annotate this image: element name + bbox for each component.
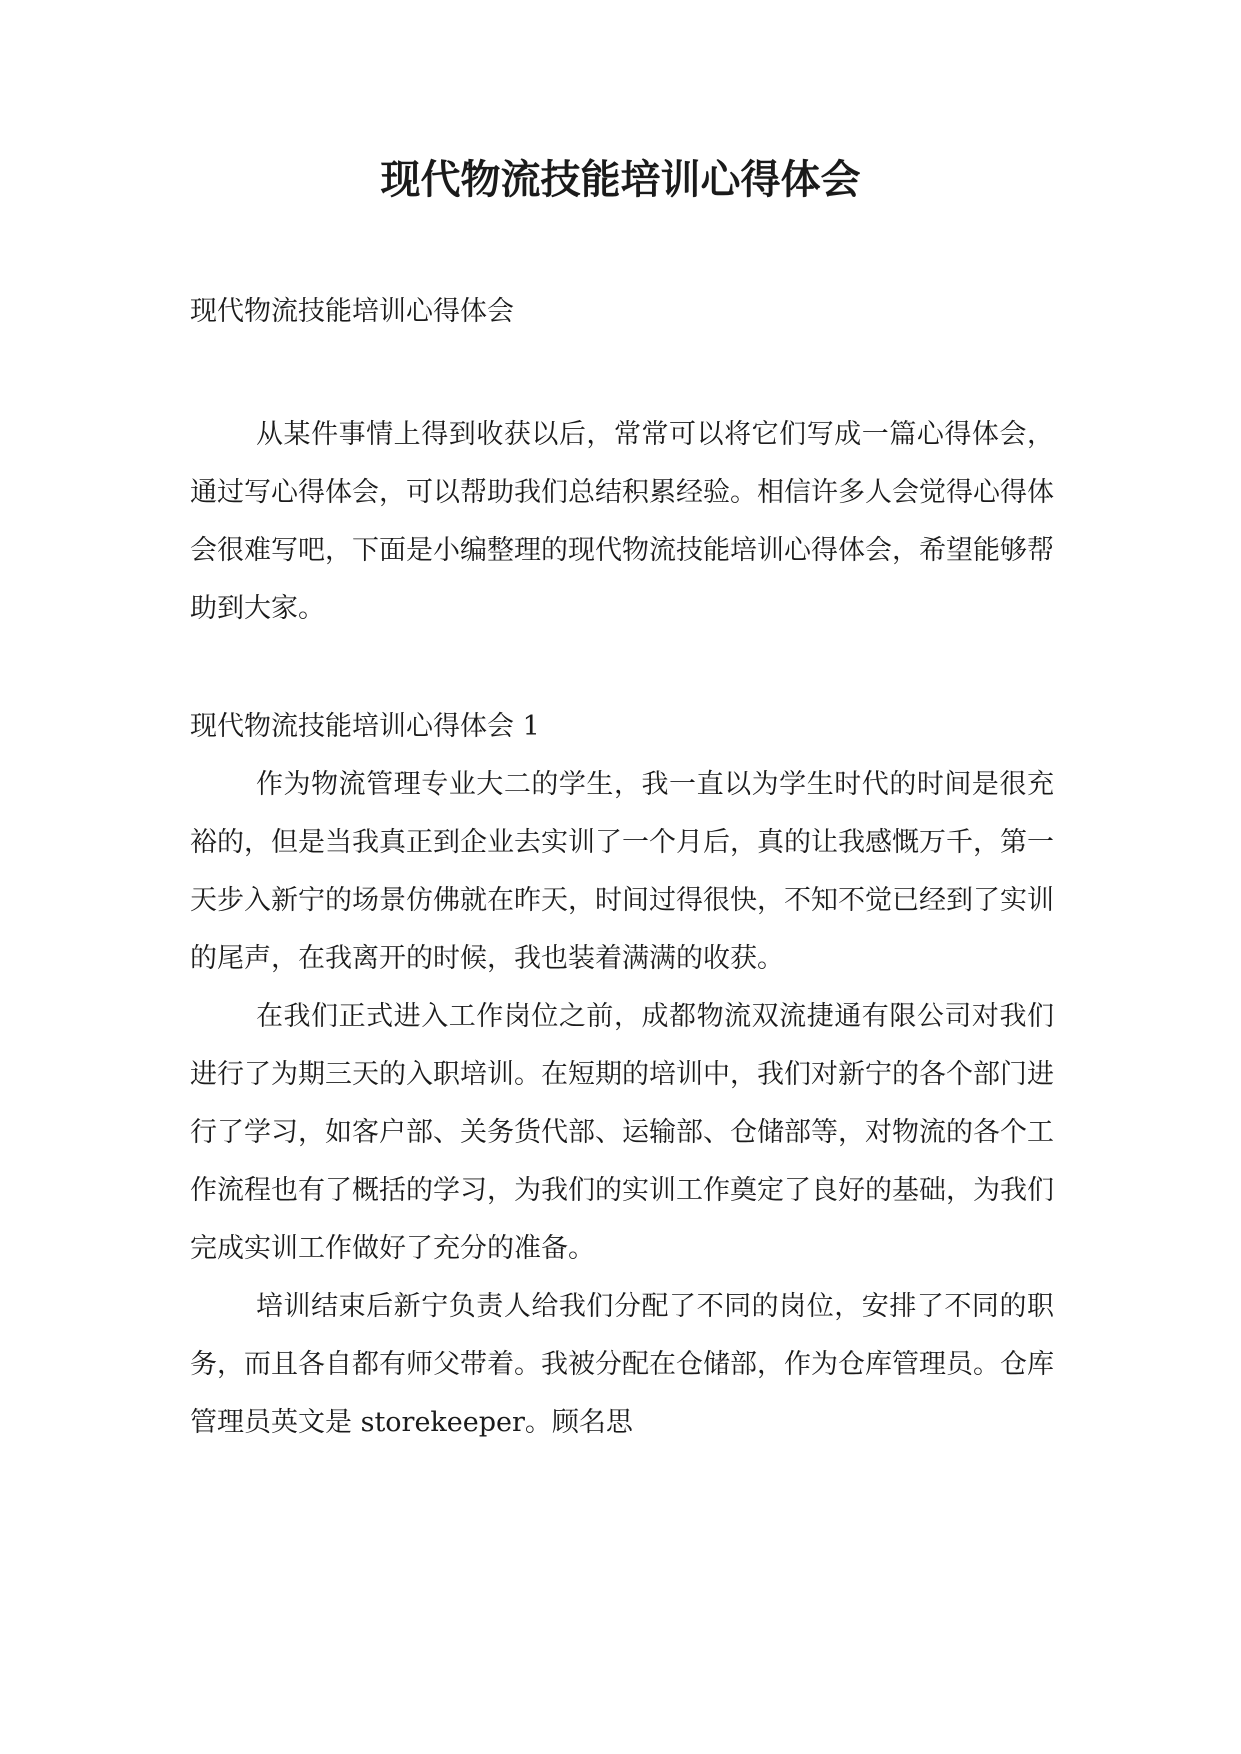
intro-paragraph: 从某件事情上得到收获以后，常常可以将它们写成一篇心得体会，通过写心得体会，可以帮助我们总结积累经验。相信许多人会觉得心得体会很难写吧，下面是小编整理的现代物流技能培训心得体会，希望能够帮助到大家。 bbox=[190, 419, 1054, 624]
section-1 bbox=[190, 698, 1054, 1452]
section-heading: 现代物流技能培训心得体会 1 bbox=[190, 711, 540, 742]
document-title: 现代物流技能培训心得体会 bbox=[380, 157, 861, 203]
document-subtitle: 现代物流技能培训心得体会 bbox=[190, 296, 514, 327]
intro-section bbox=[190, 406, 1054, 638]
body-paragraph: 培训结束后新宁负责人给我们分配了不同的岗位，安排了不同的职务，而且各自都有师父带着。我被分配在仓储部，作为仓库管理员。仓库管理员英文是 storekeeper。顾名思 bbox=[190, 1291, 1054, 1438]
body-paragraph: 作为物流管理专业大二的学生，我一直以为学生时代的时间是很充裕的，但是当我真正到企业去实训了一个月后，真的让我感慨万千，第一天步入新宁的场景仿佛就在昨天，时间过得很快，不知不觉已经到了实训的尾声，在我离开的时候，我也装着满满的收获。 bbox=[190, 769, 1054, 974]
body-paragraph: 在我们正式进入工作岗位之前，成都物流双流捷通有限公司对我们进行了为期三天的入职培训。在短期的培训中，我们对新宁的各个部门进行了学习，如客户部、关务货代部、运输部、仓储部等，对物流的各个工作流程也有了概括的学习，为我们的实训工作奠定了良好的基础，为我们完成实训工作做好了充分的准备。 bbox=[190, 1001, 1054, 1264]
